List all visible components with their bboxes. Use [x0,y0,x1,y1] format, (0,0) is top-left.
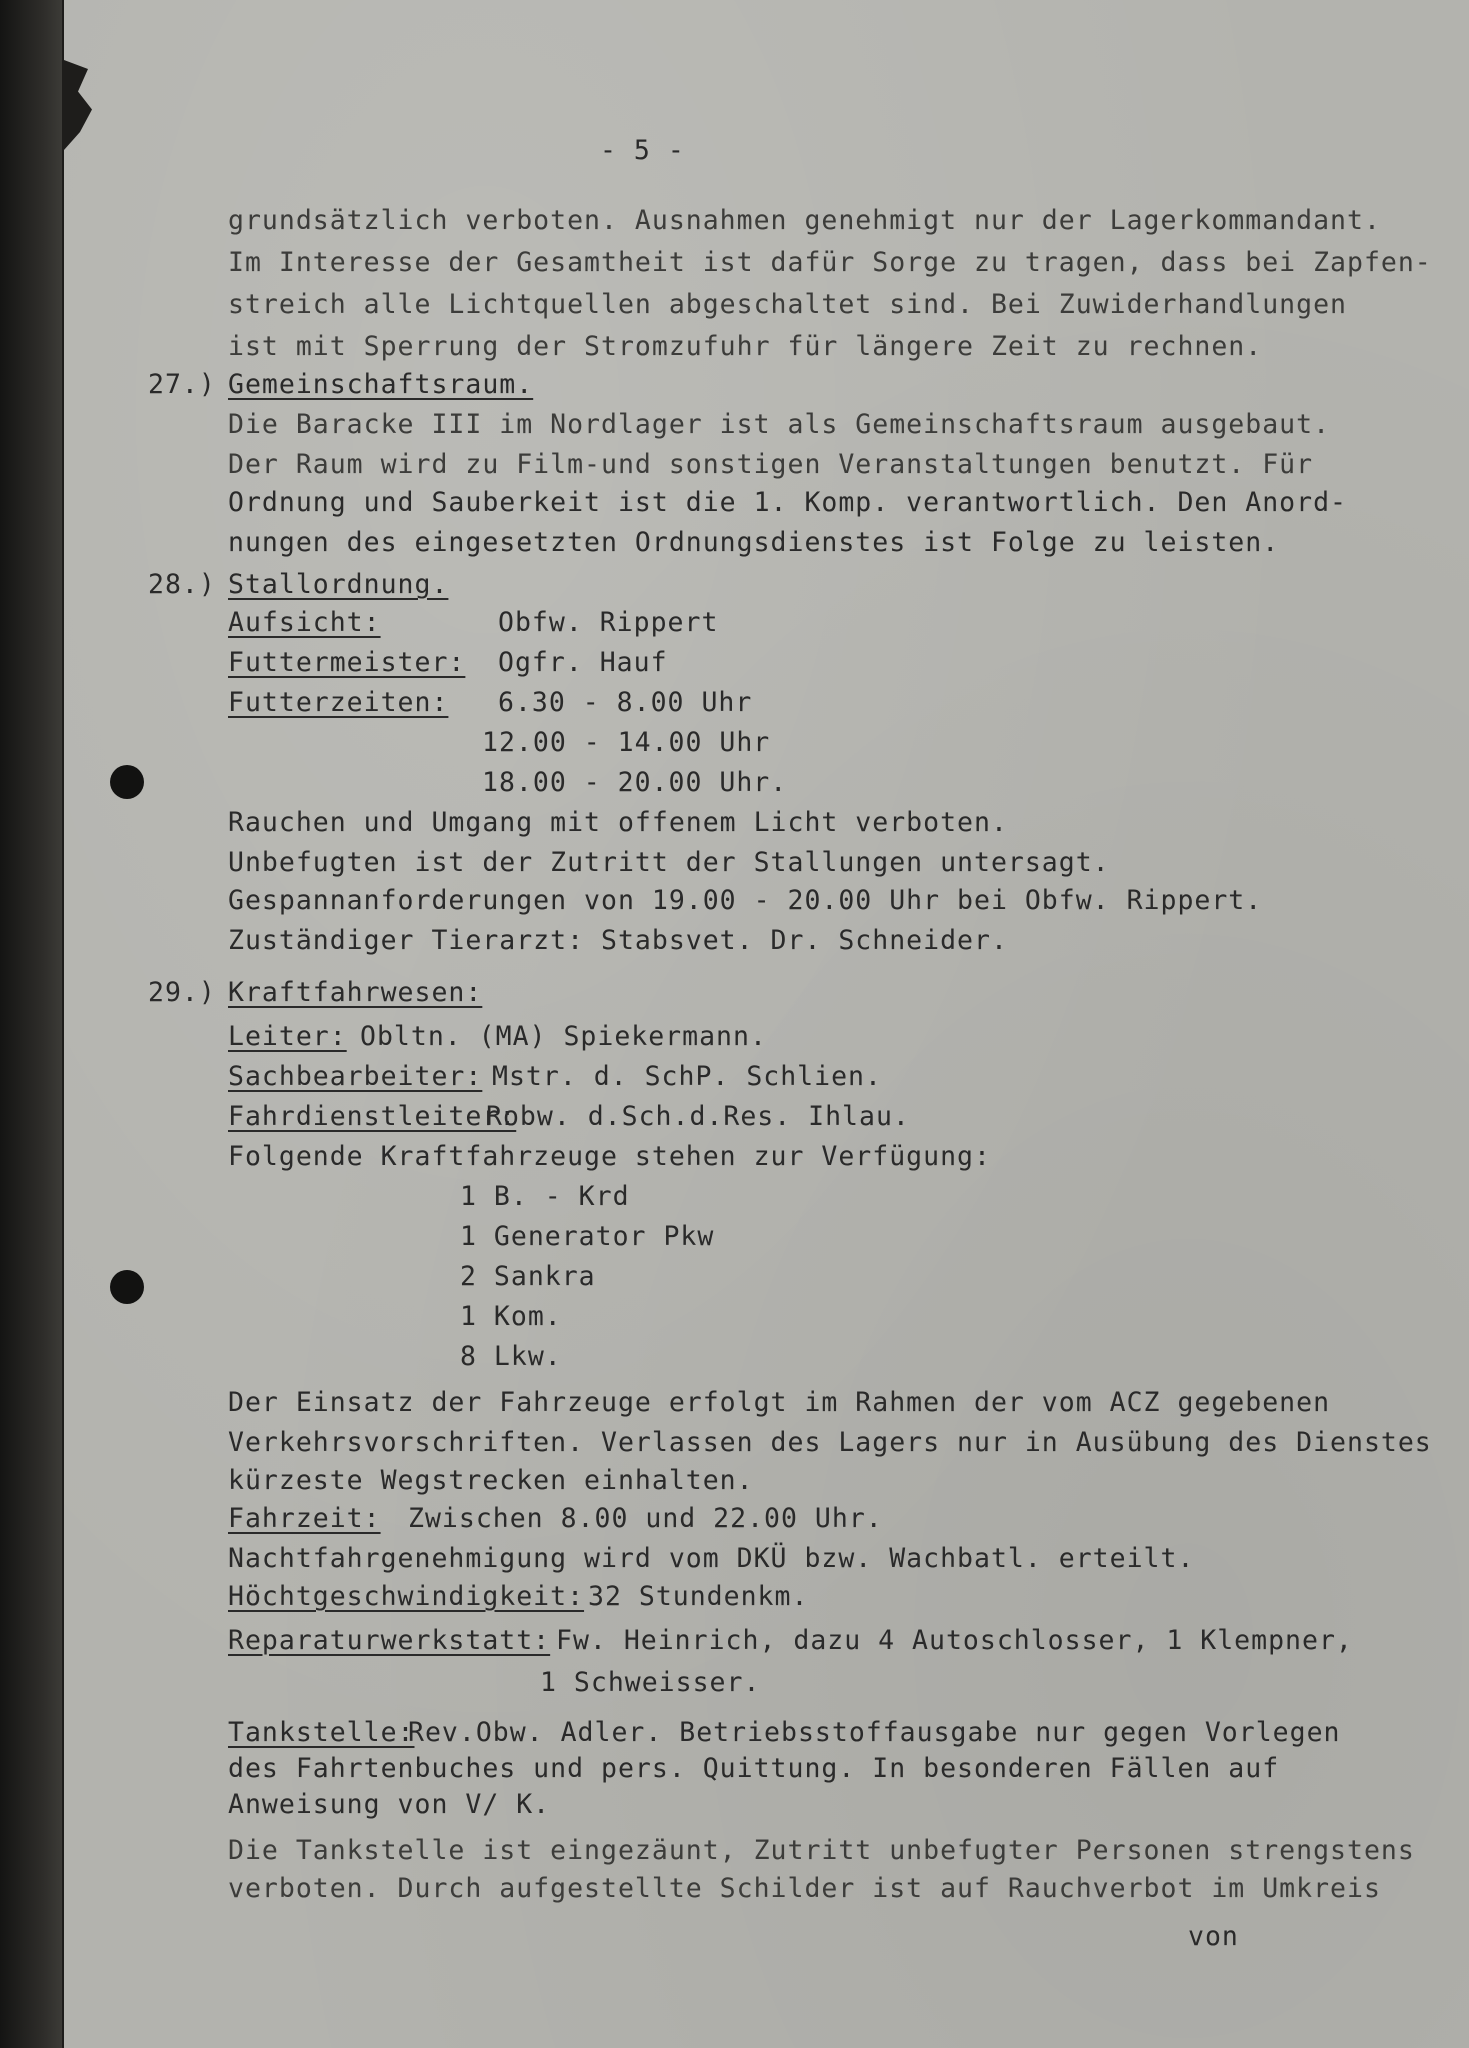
text-line: Verkehrsvorschriften. Verlassen des Lagers nur in Ausübung des Dienstes [228,1427,1432,1458]
section-number: 29.) [148,977,216,1008]
vehicle-item: 1 B. - Krd [460,1181,630,1212]
field-value: Ogfr. Hauf [498,647,668,678]
field-label: Leiter: [228,1021,347,1052]
text-line: ist mit Sperrung der Stromzufuhr für längere Zeit zu rechnen. [228,331,1263,362]
page-number: - 5 - [600,135,685,166]
field-value: Obfw. Rippert [498,607,719,638]
text-line: grundsätzlich verboten. Ausnahmen genehmigt nur der Lagerkommandant. [228,205,1381,236]
vehicle-item: 8 Lkw. [460,1341,562,1372]
field-value: Zwischen 8.00 und 22.00 Uhr. [408,1503,883,1534]
time-entry: 6.30 - 8.00 Uhr [498,687,753,718]
section-heading: Kraftfahrwesen: [228,977,483,1008]
vehicle-item: 2 Sankra [460,1261,596,1292]
text-line: Die Baracke III im Nordlager ist als Gemeinschaftsraum ausgebaut. [228,409,1331,440]
field-label: Reparaturwerkstatt: [228,1625,551,1656]
vehicle-item: 1 Kom. [460,1301,562,1332]
field-label: Futterzeiten: [228,687,449,718]
section-number: 27.) [148,369,216,400]
field-label: Fahrzeit: [228,1503,381,1534]
section-heading: Gemeinschaftsraum. [228,369,534,400]
text-line: verboten. Durch aufgestellte Schilder ist auf Rauchverbot im Umkreis [228,1873,1381,1904]
text-line: Rauchen und Umgang mit offenem Licht verboten. [228,807,1008,838]
text-line: Im Interesse der Gesamtheit ist dafür Sorge zu tragen, dass bei Zapfen- [228,247,1432,278]
field-value: Robw. d.Sch.d.Res. Ihlau. [486,1101,910,1132]
field-value: Fw. Heinrich, dazu 4 Autoschlosser, 1 Klempner, [556,1625,1353,1656]
text-line: Zuständiger Tierarzt: Stabsvet. Dr. Schneider. [228,925,1008,956]
field-label: Futtermeister: [228,647,466,678]
field-value: 1 Schweisser. [540,1667,761,1698]
text-line: Gespannanforderungen von 19.00 - 20.00 Uhr bei Obfw. Rippert. [228,885,1263,916]
field-label: Aufsicht: [228,607,381,638]
catchword: von [1188,1921,1239,1952]
text-line: Ordnung und Sauberkeit ist die 1. Komp. verantwortlich. Den Anord- [228,487,1347,518]
field-label: Höchtgeschwindigkeit: [228,1581,585,1612]
field-label: Fahrdienstleiter: [228,1101,517,1132]
time-entry: 18.00 - 20.00 Uhr. [482,767,788,798]
text-line: des Fahrtenbuches und pers. Quittung. In besonderen Fällen auf [228,1753,1280,1784]
text-line: Folgende Kraftfahrzeuge stehen zur Verfügung: [228,1141,991,1172]
field-label: Sachbearbeiter: [228,1061,483,1092]
text-line: Der Raum wird zu Film-und sonstigen Veranstaltungen benutzt. Für [228,449,1314,480]
section-number: 28.) [148,569,216,600]
text-line: kürzeste Wegstrecken einhalten. [228,1465,754,1496]
field-value: Obltn. (MA) Spiekermann. [360,1021,767,1052]
field-value: Rev.Obw. Adler. Betriebsstoffausgabe nur gegen Vorlegen [408,1717,1341,1748]
text-line: Der Einsatz der Fahrzeuge erfolgt im Rahmen der vom ACZ gegebenen [228,1387,1331,1418]
section-heading: Stallordnung. [228,569,449,600]
text-line: Nachtfahrgenehmigung wird vom DKÜ bzw. Wachbatl. erteilt. [228,1543,1195,1574]
vehicle-item: 1 Generator Pkw [460,1221,715,1252]
text-line: Die Tankstelle ist eingezäunt, Zutritt unbefugter Personen strengstens [228,1835,1415,1866]
field-value: Mstr. d. SchP. Schlien. [492,1061,882,1092]
text-line: nungen des eingesetzten Ordnungsdienstes ist Folge zu leisten. [228,527,1280,558]
time-entry: 12.00 - 14.00 Uhr [482,727,771,758]
text-line: Unbefugten ist der Zutritt der Stallungen untersagt. [228,847,1110,878]
field-value: 32 Stundenkm. [588,1581,809,1612]
text-line: streich alle Lichtquellen abgeschaltet sind. Bei Zuwiderhandlungen [228,289,1347,320]
field-label: Tankstelle: [228,1717,415,1748]
text-line: Anweisung von V/ K. [228,1789,551,1820]
